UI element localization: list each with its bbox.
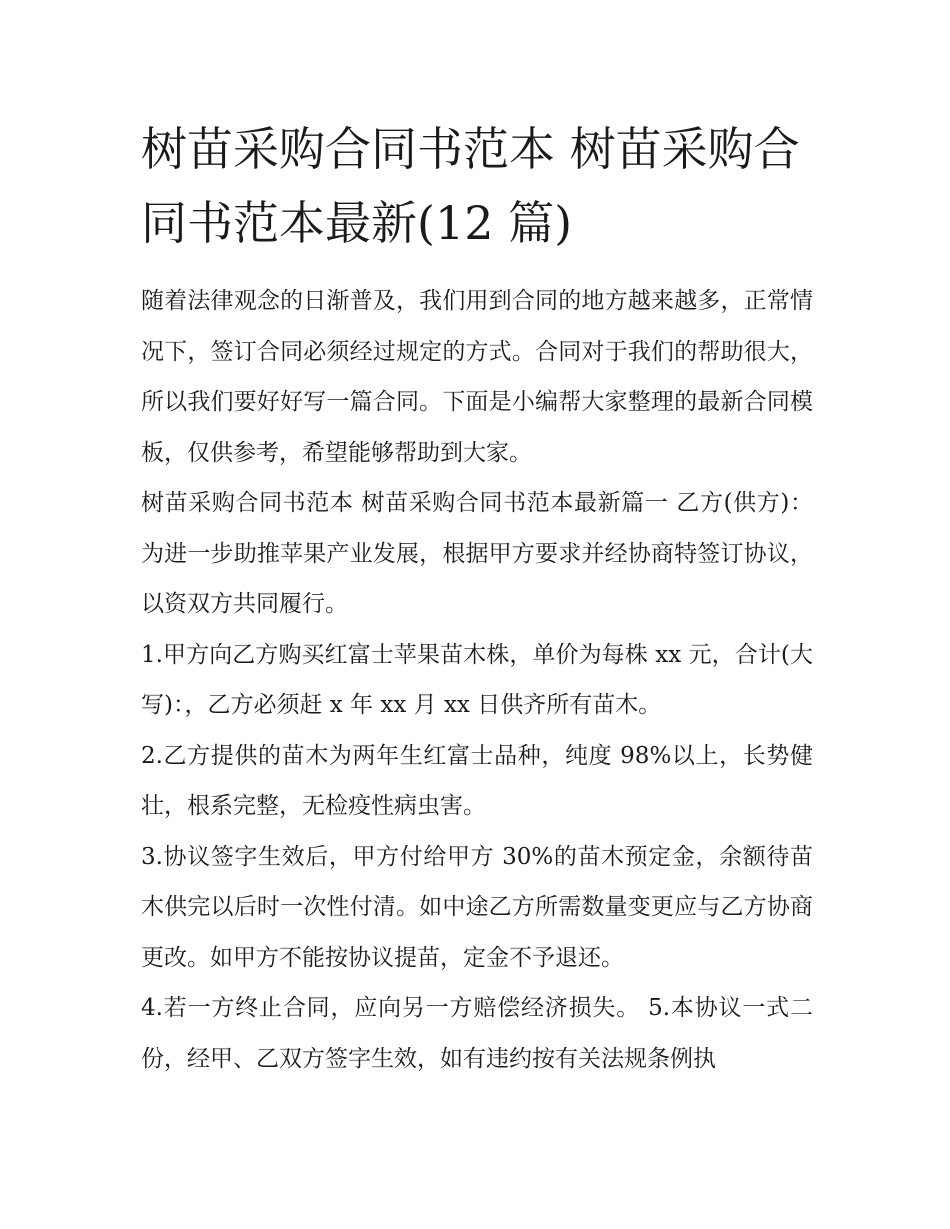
paragraph-clause-1: 1.甲方向乙方购买红富士苹果苗木株，单价为每株 xx 元，合计(大写)：，乙方必须赶 x 年 xx 月 xx 日供齐所有苗木。: [141, 641, 813, 718]
paragraph-section-one: 树苗采购合同书范本 树苗采购合同书范本最新篇一 乙方(供方)： 为进一步助推苹果产业发展，根据甲方要求并经协商特签订协议，以资双方共同履行。: [141, 490, 813, 617]
paragraph-clause-2: 2.乙方提供的苗木为两年生红富士品种，纯度 98%以上，长势健壮，根系完整，无检疫性病虫害。: [141, 742, 813, 819]
paragraph-clause-4-5: 4.若一方终止合同，应向另一方赔偿经济损失。 5.本协议一式二份，经甲、乙双方签字生效，如有违约按有关法规条例执: [141, 995, 813, 1072]
paragraph-clause-3: 3.协议签字生效后，甲方付给甲方 30%的苗木预定金，余额待苗木供完以后时一次性付清。如中途乙方所需数量变更应与乙方协商更改。如甲方不能按协议提苗，定金不予退还。: [141, 843, 813, 971]
document-title: 树苗采购合同书范本 树苗采购合同书范本最新(12 篇): [141, 122, 800, 250]
document-body: [141, 276, 813, 1084]
paragraph-intro: 随着法律观念的日渐普及，我们用到合同的地方越来越多，正常情况下，签订合同必须经过规定的方式。合同对于我们的帮助很大，所以我们要好好写一篇合同。下面是小编帮大家整理的最新合同模板，仅供参考，希望能够帮助到大家。: [141, 288, 813, 466]
